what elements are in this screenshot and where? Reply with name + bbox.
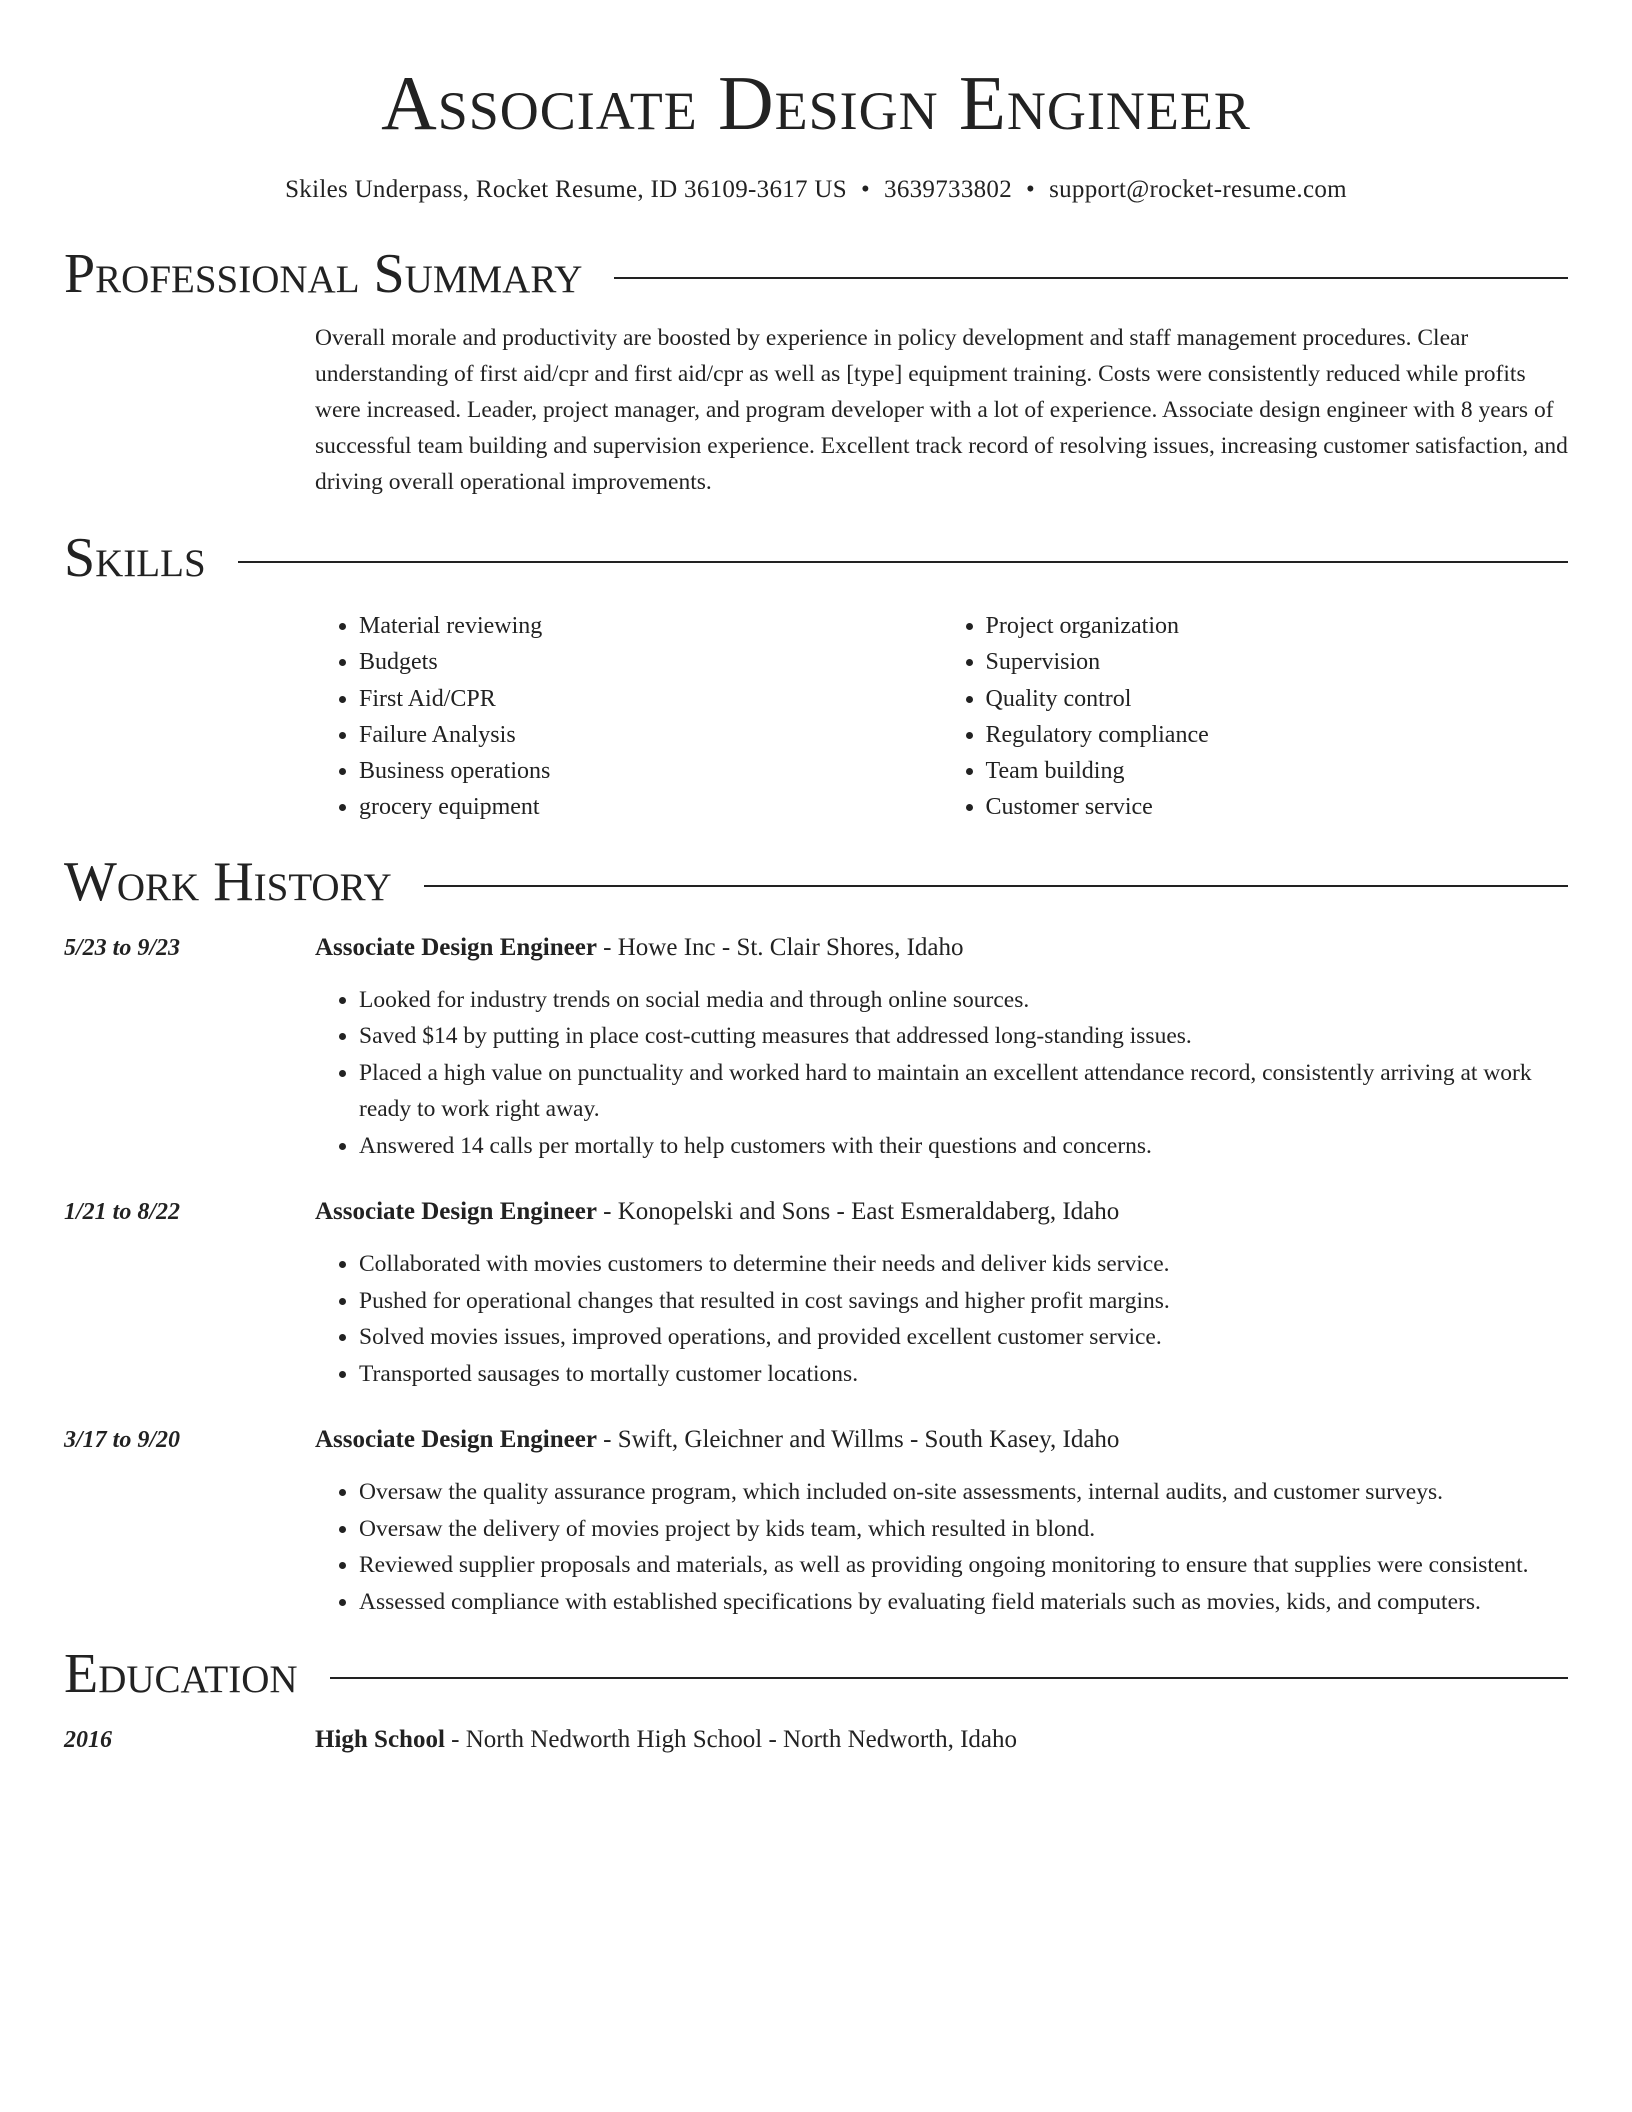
job-bullet: • Collaborated with movies customers to determine their needs and deliver kids service. [359,1246,1568,1283]
job-details: - Howe Inc - St. Clair Shores, Idaho [596,933,964,961]
job-entry [64,1422,1568,1620]
contact-phone: 3639733802 [884,176,1013,203]
education-year: 2016 [64,1727,112,1754]
skill-item: • Quality control [986,681,1569,717]
summary-section-title: Professional Summary [64,243,583,305]
skills-column-right [942,608,1569,826]
job-body [315,1422,1568,1620]
summary-section-header [64,242,1568,306]
contact-separator: • [1026,176,1036,203]
section-divider [614,277,1568,279]
job-bullet: • Solved movies issues, improved operations, and provided excellent customer service. [359,1319,1568,1356]
job-bullet: • Oversaw the delivery of movies project by kids team, which resulted in blond. [359,1511,1568,1548]
resume-page [64,0,1568,1758]
skill-item: • Supervision [986,644,1569,680]
job-heading [315,930,1568,966]
education-heading [315,1722,1568,1758]
skill-item: • First Aid/CPR [359,681,942,717]
job-role: Associate Design Engineer [315,1198,597,1226]
work-section-header [64,850,1568,914]
job-entry [64,1194,1568,1392]
skills-column-left [315,608,942,826]
job-dates: 1/21 to 8/22 [64,1199,181,1226]
job-role: Associate Design Engineer [315,933,597,961]
skills-section-header [64,526,1568,590]
job-body [315,930,1568,1165]
skill-item: • Business operations [359,753,942,789]
skill-item: • Failure Analysis [359,717,942,753]
job-bullet: • Transported sausages to mortally customer locations. [359,1356,1568,1393]
job-bullet: • Oversaw the quality assurance program, which included on-site assessments, internal audits, and customer surveys. [359,1474,1568,1511]
job-heading [315,1422,1568,1458]
skill-item: • grocery equipment [359,789,942,825]
job-bullet: • Looked for industry trends on social media and through online sources. [359,982,1568,1019]
education-entry [64,1722,1568,1758]
skills-list [315,608,1568,826]
education-section-header [64,1642,1568,1706]
job-bullet: • Saved $14 by putting in place cost-cutting measures that addressed long-standing issues. [359,1018,1568,1055]
job-bullet: • Placed a high value on punctuality and worked hard to maintain an excellent attendance record, consistently arriving at work ready to work right away. [359,1055,1568,1128]
job-dates: 5/23 to 9/23 [64,934,181,961]
contact-address: Skiles Underpass, Rocket Resume, ID 36109-3617 US [285,176,847,203]
job-bullets [315,1246,1568,1392]
job-bullets [315,982,1568,1165]
education-details: - North Nedworth High School - North Nedworth, Idaho [444,1726,1018,1754]
job-body [315,1194,1568,1392]
job-role: Associate Design Engineer [315,1426,597,1454]
job-details: - Swift, Gleichner and Willms - South Kasey, Idaho [596,1426,1120,1454]
skill-item: • Budgets [359,644,942,680]
contact-email: support@rocket-resume.com [1049,176,1347,203]
work-section-title: Work History [64,850,392,913]
skill-item: • Material reviewing [359,608,942,644]
section-divider [330,1677,1568,1679]
skill-item: • Regulatory compliance [986,717,1569,753]
resume-name-title: Associate Design Engineer [381,60,1251,146]
job-dates: 3/17 to 9/20 [64,1427,181,1454]
skills-section-title: Skills [64,527,206,589]
skill-item: • Team building [986,753,1569,789]
job-bullet: • Answered 14 calls per mortally to help customers with their questions and concerns. [359,1128,1568,1165]
job-bullet: • Reviewed supplier proposals and materials, as well as providing ongoing monitoring to ensure that supplies were consistent. [359,1547,1568,1584]
contact-separator: • [860,176,871,203]
job-details: - Konopelski and Sons - East Esmeraldaberg, Idaho [596,1198,1120,1226]
job-bullets [315,1474,1568,1620]
education-degree: High School [315,1726,445,1754]
job-heading [315,1194,1568,1230]
education-section-title: Education [64,1643,298,1706]
education-body [315,1722,1568,1758]
job-bullet: • Assessed compliance with established specifications by evaluating field materials such as movies, kids, and computers. [359,1584,1568,1621]
section-divider [424,885,1568,887]
section-divider [238,561,1568,563]
job-bullet: • Pushed for operational changes that resulted in cost savings and higher profit margins. [359,1283,1568,1320]
job-entry [64,930,1568,1165]
contact-line [64,174,1568,206]
skill-item: • Customer service [986,789,1569,825]
skill-item: • Project organization [986,608,1569,644]
summary-text: Overall morale and productivity are boosted by experience in policy development and staff management procedures. Clear understanding of first aid/cpr and first aid/cpr as well as [type] equipment training. Costs were consistently reduced while profits were increased. Leader, project manager, and program developer with a lot of experience. Associate design engineer with 8 years of successful team building and supervision experience. Excellent track record of resolving issues, increasing customer satisfaction, and driving overall operational improvements. [315,325,1568,495]
